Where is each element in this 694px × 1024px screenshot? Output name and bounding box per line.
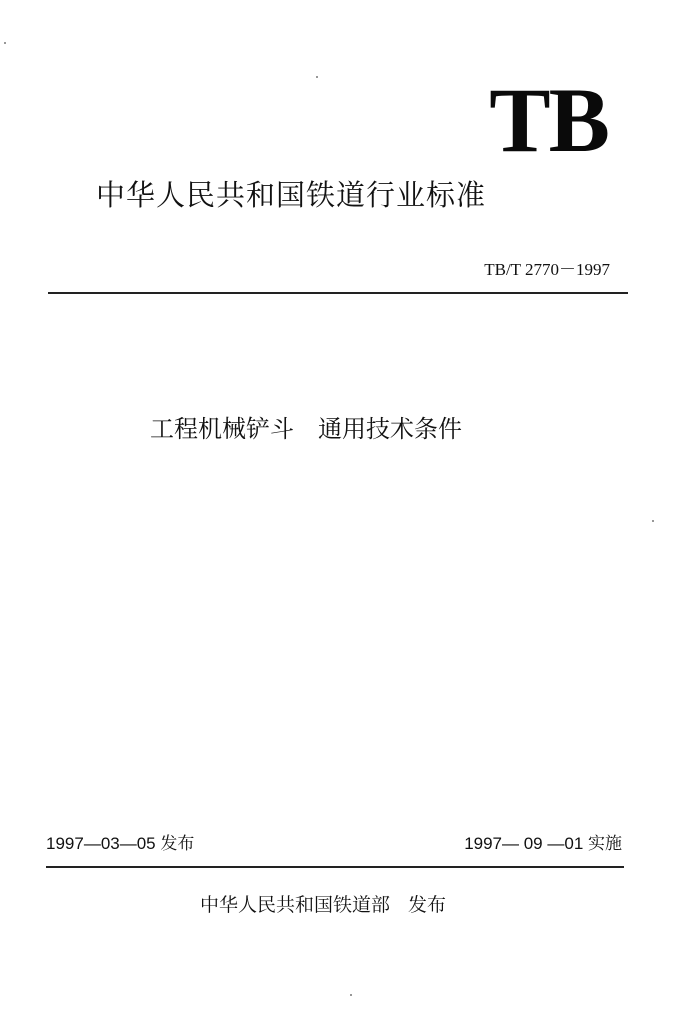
scan-speck [316,76,318,78]
standard-category-title: 中华人民共和国铁道行业标准 [96,178,487,212]
top-divider [48,292,628,294]
publisher-name: 中华人民共和国铁道部 [200,894,391,916]
issue-date: 1997—03—05 发布 [46,834,195,853]
publisher-action: 发布 [408,894,447,916]
tb-logo: TB [489,69,608,171]
bottom-divider [46,866,624,868]
document-title: 工程机械铲斗 通用技术条件 [150,415,462,443]
scan-speck [4,42,6,44]
scan-speck [652,520,654,522]
implementation-date: 1997— 09 —01 实施 [464,834,622,853]
scan-speck [350,994,352,996]
standard-code: TB/T 2770－1997 [484,260,610,279]
publisher [200,894,446,917]
